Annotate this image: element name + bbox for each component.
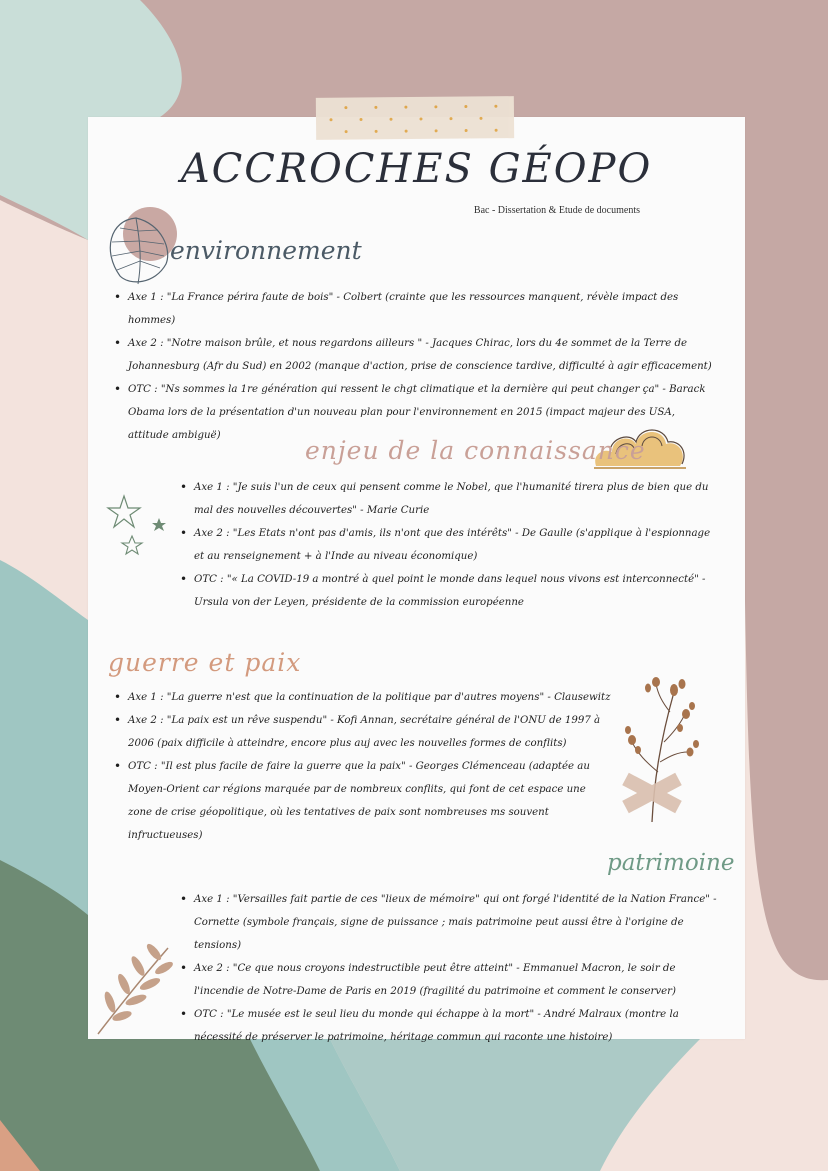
list-item: • OTC : "Il est plus facile de faire la guerre que la paix" - Georges Clémenceau (adaptée au Moyen-Orient car régions marquée par de nombreux conflits, qui font de cet espace une zone de crise géopolitique, où les tentatives de paix sont nombreuses ms souvent infructueuses) xyxy=(112,755,612,847)
list-item: • Axe 1 : "La guerre n'est que la continuation de la politique par d'autres moyens" - Clausewitz xyxy=(112,686,612,709)
list-item: • OTC : "Le musée est le seul lieu du monde qui échappe à la mort" - André Malraux (montre la nécessité de préserver le patrimoine, héritage commun qui raconte une histoire) xyxy=(178,1003,723,1049)
list-item: • Axe 2 : "Notre maison brûle, et nous regardons ailleurs " - Jacques Chirac, lors du 4e sommet de la Terre de Johannesburg (Afr du Sud) en 2002 (manque d'action, prise de conscience tardive, difficulté à agir efficacement) xyxy=(112,332,712,378)
list-item: • Axe 2 : "Ce que nous croyons indestructible peut être atteint" - Emmanuel Macron, le soir de l'incendie de Notre-Dame de Paris en 2019 (fragilité du patrimoine et comment le conserver) xyxy=(178,957,723,1003)
list-patrimoine xyxy=(178,888,723,1049)
list-item: • Axe 1 : "Je suis l'un de ceux qui pensent comme le Nobel, que l'humanité tirera plus de bien que du mal des nouvelles découvertes" - Marie Curie xyxy=(178,476,718,522)
list-guerre xyxy=(112,686,612,847)
list-item: • Axe 1 : "Versailles fait partie de ces "lieux de mémoire" qui ont forgé l'identité de la Nation France" - Cornette (symbole français, signe de puissance ; mais patrimoine peut aussi être à l'origine de tensions) xyxy=(178,888,723,957)
stars-icon xyxy=(104,494,174,560)
section-title-environnement: environnement xyxy=(170,236,362,265)
list-item: • Axe 2 : "Les Etats n'ont pas d'amis, ils n'ont que des intérêts" - De Gaulle (s'applique à l'espionnage et au renseignement + à l'Inde au niveau économique) xyxy=(178,522,718,568)
section-title-connaissance: enjeu de la connaissance xyxy=(305,436,646,465)
list-item: • OTC : "Ns sommes la 1re génération qui ressent le chgt climatique et la dernière qui peut changer ça" - Barack Obama lors de la présentation d'un nouveau plan pour l'environnement en 2015 (impact majeur des USA, attitude ambiguë) xyxy=(112,378,712,447)
list-item: • Axe 1 : "La France périra faute de bois" - Colbert (crainte que les ressources manquent, révèle impact des hommes) xyxy=(112,286,712,332)
list-item: • OTC : "« La COVID-19 a montré à quel point le monde dans lequel nous vivons est interconnecté" - Ursula von der Leyen, présidente de la commission européenne xyxy=(178,568,718,614)
page-title: ACCROCHES GÉOPO xyxy=(180,146,653,192)
monstera-leaf-icon xyxy=(100,206,180,288)
branch-leaf-icon xyxy=(92,942,174,1038)
dried-flower-icon xyxy=(618,672,702,830)
list-connaissance xyxy=(178,476,718,614)
list-item: • Axe 2 : "La paix est un rêve suspendu" - Kofi Annan, secrétaire général de l'ONU de 1997 à 2006 (paix difficile à atteindre, encore plus auj avec les nouvelles formes de conflits) xyxy=(112,709,612,755)
page-subtitle: Bac - Dissertation & Etude de documents xyxy=(473,205,640,216)
washi-tape xyxy=(316,96,514,140)
section-title-patrimoine: patrimoine xyxy=(607,850,735,876)
section-title-guerre: guerre et paix xyxy=(108,648,302,677)
